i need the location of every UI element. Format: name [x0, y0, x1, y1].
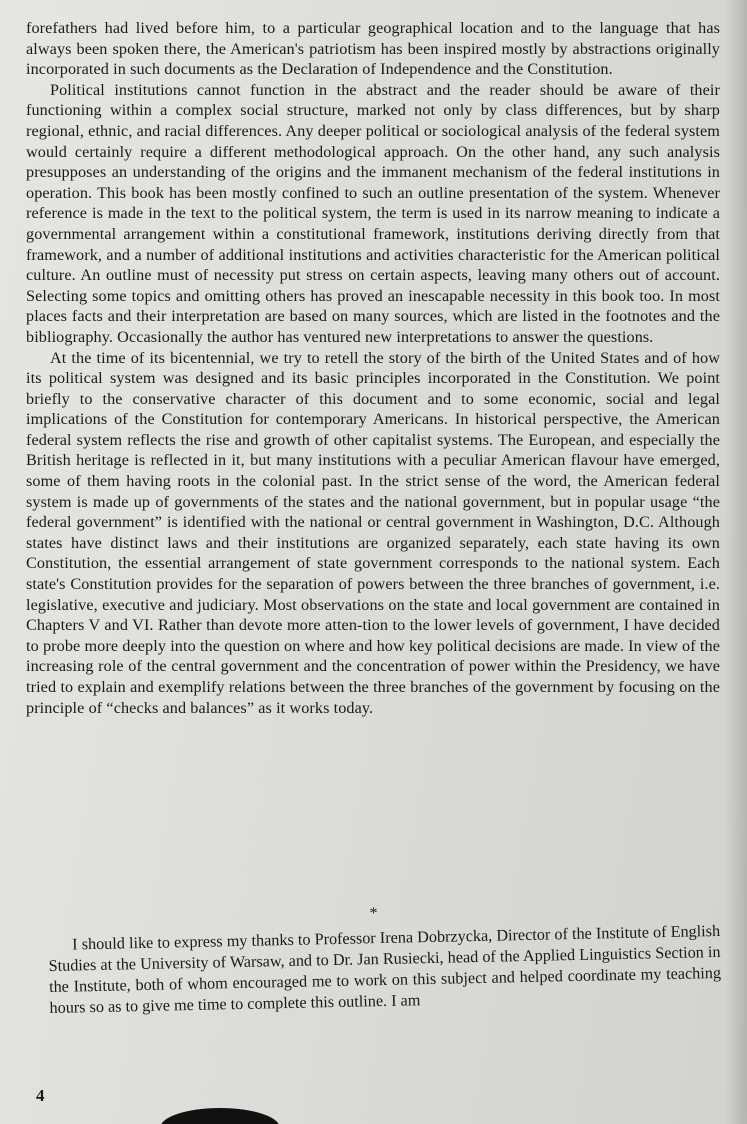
acknowledgement-section: [48, 921, 722, 1019]
paragraph-bicentennial: At the time of its bicentennial, we try to retell the story of the birth of the United States and of how its political system was designed and its basic principles incorporated in the Constitution. We point briefly to the conservative character of this document and to some economic, social and legal implications of the Constitution for contemporary Americans. In historical perspective, the American federal system reflects the rise and growth of other capitalist systems. The European, and especially the British heritage is reflected in it, but many institutions with a peculiar American flavour have emerged, some of them having roots in the colonial past. In the strict sense of the word, the American federal system is made up of governments of the states and the national government, but in popular usage “the federal government” is identified with the national or central government in Washington, D.C. Although states have distinct laws and their institutions are organized separately, each state having its own Constitution, the essential arrangement of state government corresponds to the national system. Each state's Constitution provides for the separation of powers between the three branches of government, i.e. legislative, executive and judiciary. Most observations on the state and local government are contained in Chapters V and VI. Rather than devote more atten-tion to the lower levels of government, I have decided to probe more deeply into the question on where and how key political decisions are made. In view of the increasing role of the central government and the concentration of power within the Presidency, we have tried to explain and exemplify relations between the three branches of the government by focusing on the principle of “checks and balances” as it works today.: [26, 348, 720, 717]
page-edge-shadow: [725, 0, 747, 1124]
paragraph-continuation: forefathers had lived before him, to a particular geographical location and to the language that has always been spoken there, the American's patriotism has been inspired mostly by abstractions originally incorporated in such documents as the Declaration of Independence and the Constitution.: [26, 19, 720, 79]
section-separator: *: [369, 905, 378, 922]
finger-shadow: [160, 1108, 280, 1124]
body-text: [26, 18, 720, 718]
acknowledgement-paragraph: I should like to express my thanks to Professor Irena Dobrzycka, Director of the Institute of English Studies at the University of Warsaw, and to Dr. Jan Rusiecki, head of the Applied Linguistics Section in the Institute, both of whom encouraged me to work on this subject and helped coordinate my teaching hours so as to give me time to complete this outline. I am: [48, 921, 722, 1017]
paragraph-political-institutions: Political institutions cannot function in the abstract and the reader should be aware of their functioning within a complex social structure, marked not only by class differences, but by sharp regional, ethnic, and racial differences. Any deeper political or sociological analysis of the federal system would certainly require a different methodological approach. On the other hand, any such analysis presupposes an understanding of the origins and the immanent mechanism of the federal institutions in operation. This book has been mostly confined to such an outline presentation of the system. Whenever reference is made in the text to the political system, the term is used in its narrow meaning to indicate a governmental arrangement within a constitutional framework, institutions deriving directly from that framework, and a number of additional institutions and activities characteristic for the American political culture. An outline must of necessity put stress on certain aspects, leaving many others out of account. Selecting some topics and omitting others has proved an inescapable necessity in this book too. In most places facts and their interpretation are based on many sources, which are listed in the footnotes and the bibliography. Occasionally the author has ventured new interpretations to answer the questions.: [26, 80, 720, 346]
page-number: 4: [36, 1086, 45, 1105]
